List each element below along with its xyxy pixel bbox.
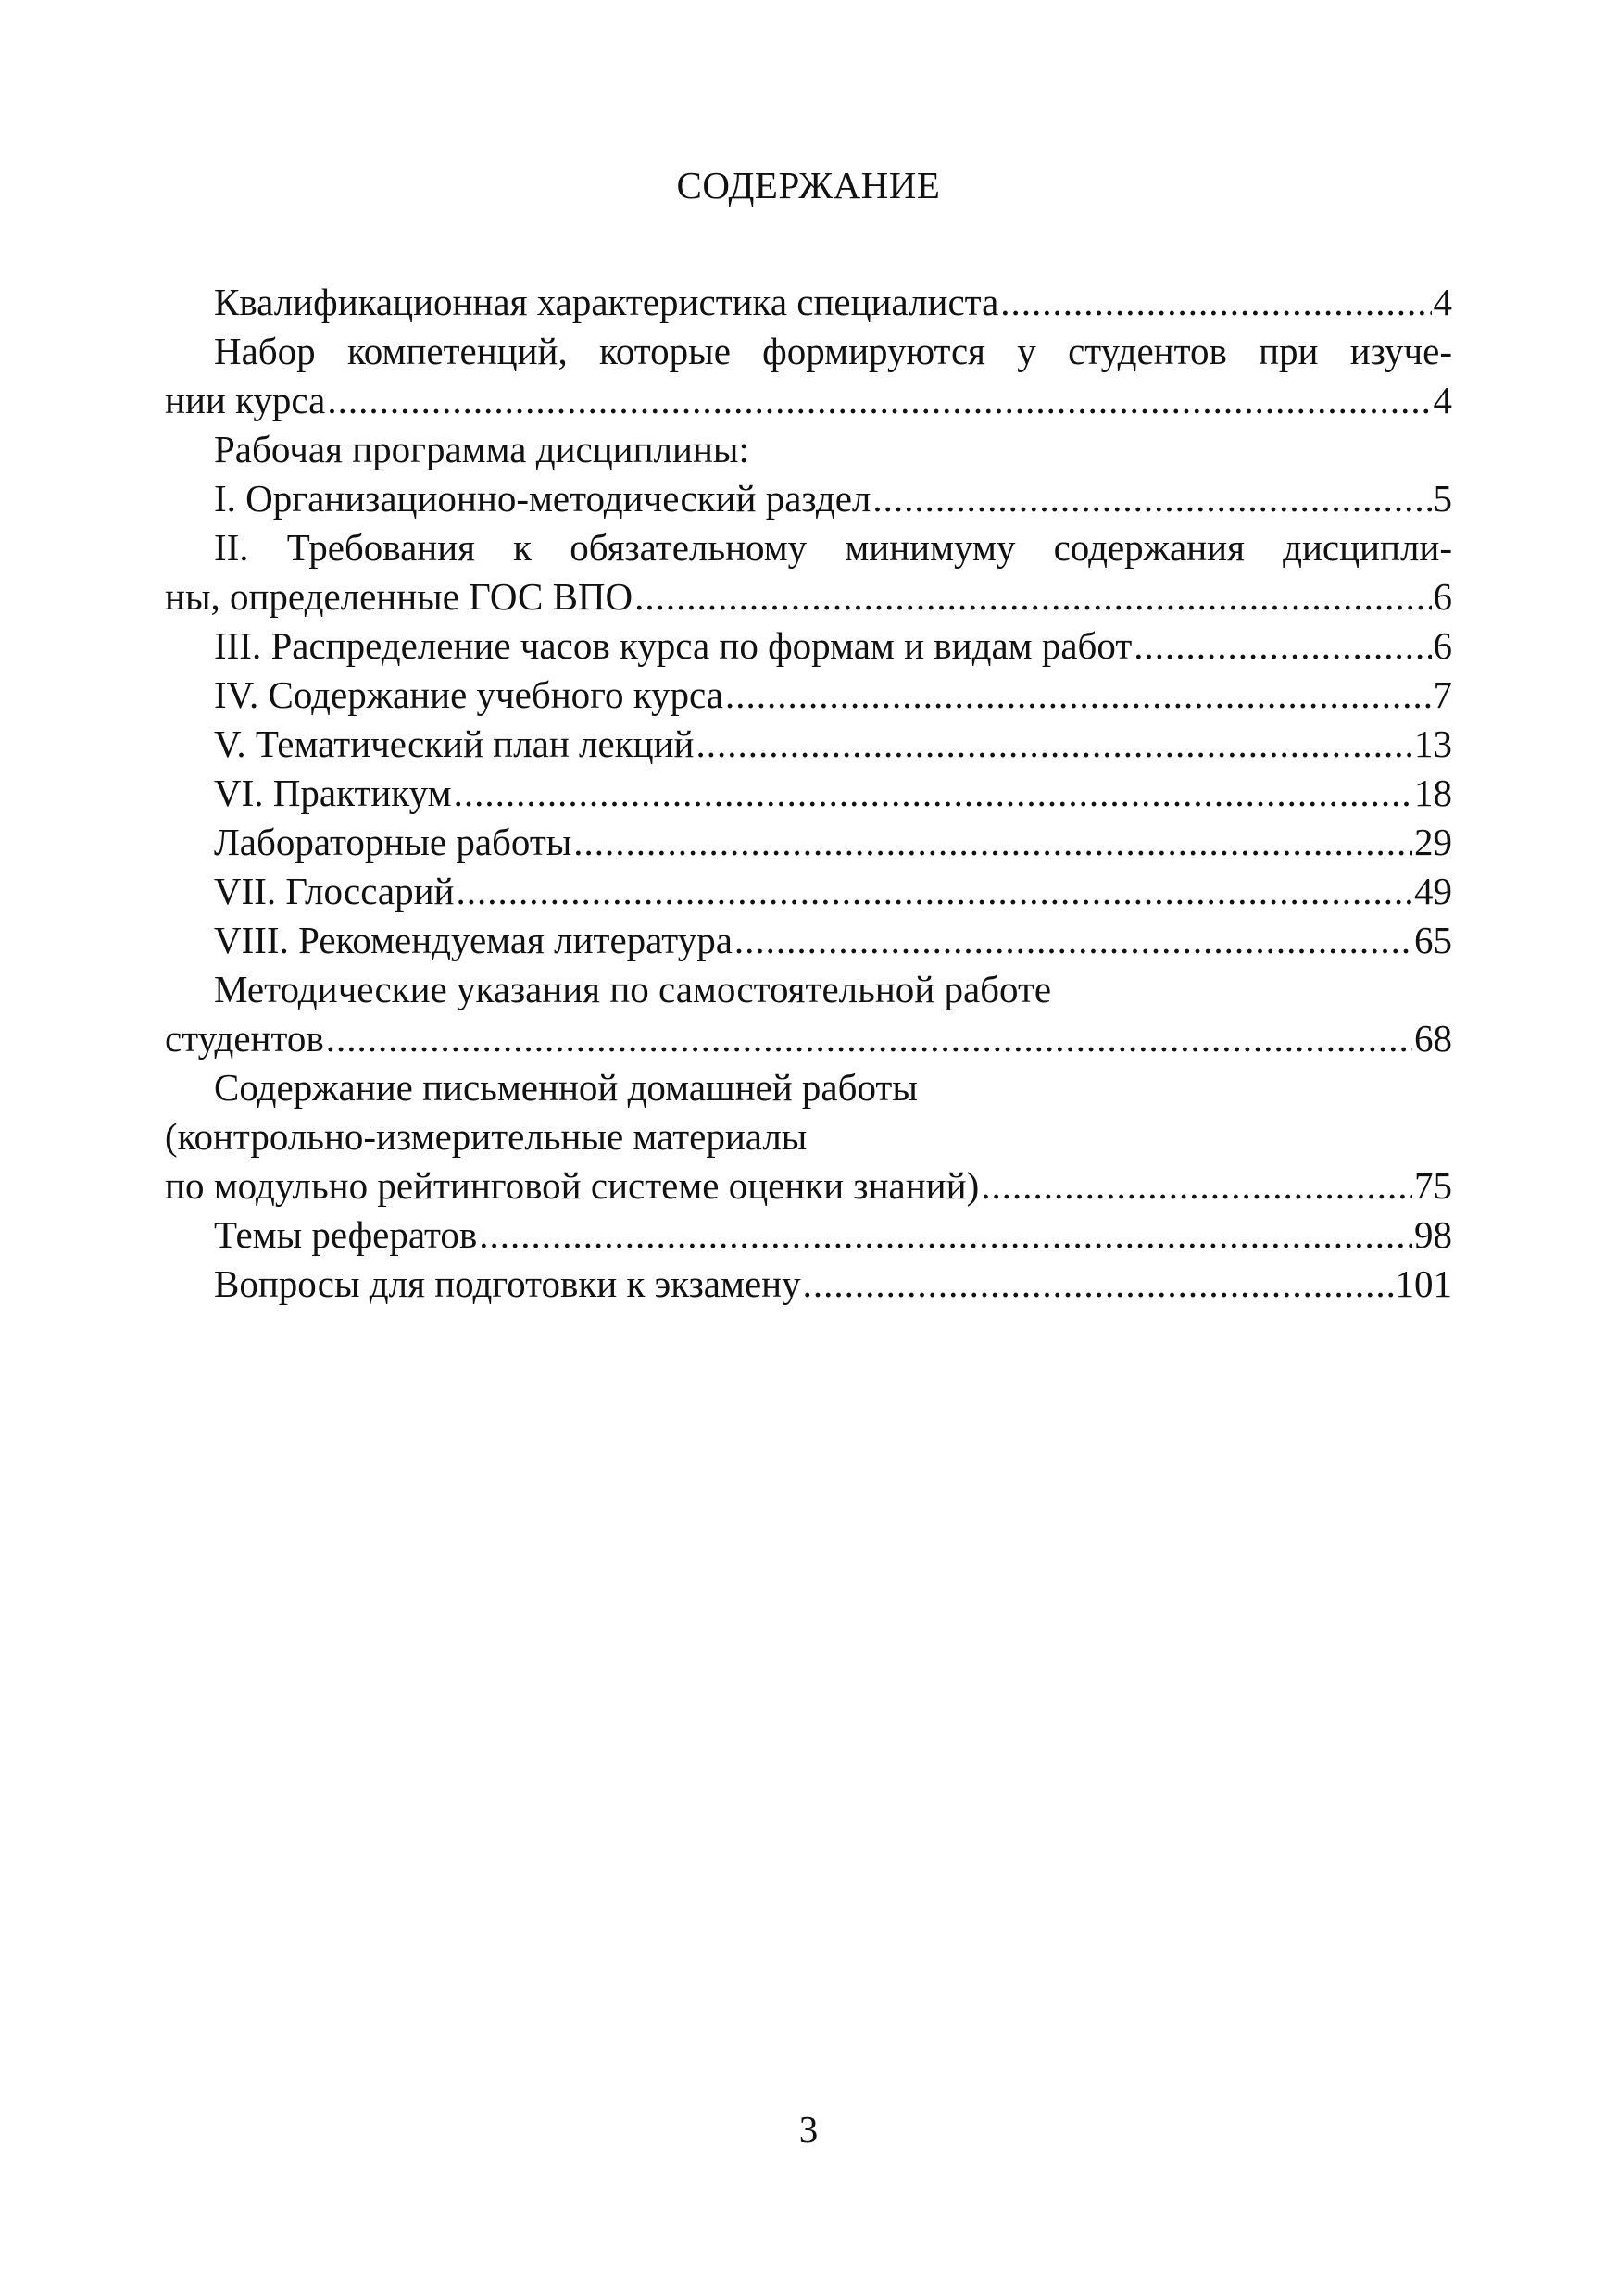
toc-entry-text: ны, определенные ГОС ВПО — [165, 575, 633, 618]
toc-entry — [165, 1260, 1452, 1309]
toc-leader-dots — [725, 671, 1432, 720]
toc-entry-page: 4 — [1433, 281, 1452, 323]
toc-entry — [165, 327, 1452, 376]
toc-entry-text: Вопросы для подготовки к экзамену — [214, 1262, 801, 1305]
toc-entry-text: VIII. Рекомендуемая литература — [214, 919, 733, 961]
toc-entry-text: V. Тематический план лекций — [214, 722, 695, 765]
toc-leader-dots — [573, 818, 1412, 867]
toc-leader-dots — [327, 376, 1431, 425]
toc-entry-text: Рабочая программа дисциплины: — [214, 428, 749, 470]
toc-entry-text: Лабораторные работы — [214, 821, 572, 863]
table-of-contents — [165, 278, 1452, 1309]
toc-entry — [165, 474, 1452, 523]
toc-entry-text: Темы рефератов — [214, 1213, 478, 1256]
toc-entry — [165, 1063, 1452, 1112]
toc-entry-page: 13 — [1414, 722, 1452, 765]
toc-leader-dots — [872, 474, 1431, 523]
toc-entry-text: I. Организационно-методический раздел — [214, 477, 871, 520]
toc-entry — [165, 965, 1452, 1014]
toc-entry-page: 4 — [1433, 379, 1452, 421]
toc-leader-dots — [734, 916, 1412, 965]
page-number: 3 — [798, 2108, 819, 2151]
toc-entry-page: 29 — [1414, 821, 1452, 863]
toc-entry-page: 101 — [1395, 1262, 1452, 1305]
toc-entry — [165, 376, 1452, 425]
toc-entry-page: 98 — [1414, 1213, 1452, 1256]
toc-entry — [165, 572, 1452, 621]
toc-entry-text: III. Распределение часов курса по формам и видам работ — [214, 624, 1133, 667]
toc-leader-dots — [457, 867, 1413, 916]
toc-entry — [165, 671, 1452, 720]
toc-entry-text: (контрольно-измерительные материалы — [165, 1115, 808, 1158]
toc-entry-page: 75 — [1414, 1164, 1452, 1207]
toc-entry-text: IV. Содержание учебного курса — [214, 673, 723, 716]
toc-entry — [165, 278, 1452, 327]
toc-entry-text: нии курса — [165, 379, 326, 421]
toc-entry-page: 7 — [1433, 673, 1452, 716]
toc-entry-text: Набор компетенций, которые формируются у студентов при изуче- — [214, 330, 1452, 372]
toc-entry-text: студентов — [165, 1017, 324, 1060]
toc-entry-text: по модульно рейтинговой системе оценки знаний) — [165, 1164, 980, 1207]
toc-entry — [165, 916, 1452, 965]
toc-entry-page: 65 — [1414, 919, 1452, 961]
toc-entry-page: 6 — [1433, 575, 1452, 618]
toc-leader-dots — [803, 1260, 1394, 1309]
toc-entry — [165, 523, 1452, 572]
toc-entry-text: VII. Глоссарий — [214, 870, 455, 912]
toc-entry — [165, 720, 1452, 769]
toc-entry-text: Квалификационная характеристика специалиста — [214, 281, 999, 323]
toc-entry — [165, 1112, 1452, 1161]
page-title: СОДЕРЖАНИЕ — [676, 164, 941, 207]
toc-entry-page: 68 — [1414, 1017, 1452, 1060]
toc-leader-dots — [454, 769, 1412, 818]
toc-entry-page: 49 — [1414, 870, 1452, 912]
toc-leader-dots — [1000, 278, 1431, 327]
toc-entry-text: VI. Практикум — [214, 772, 452, 814]
toc-entry — [165, 1014, 1452, 1063]
toc-leader-dots — [981, 1161, 1412, 1211]
toc-entry-text: II. Требования к обязательному минимуму содержания дисципли- — [214, 526, 1452, 569]
toc-entry — [165, 867, 1452, 916]
toc-entry — [165, 425, 1452, 474]
toc-entry-page: 6 — [1433, 624, 1452, 667]
toc-entry-text: Методические указания по самостоятельной работе — [214, 968, 1052, 1010]
toc-entry — [165, 621, 1452, 671]
toc-entry — [165, 1211, 1452, 1260]
toc-leader-dots — [1134, 621, 1431, 671]
toc-leader-dots — [326, 1014, 1412, 1063]
toc-leader-dots — [696, 720, 1412, 769]
toc-entry — [165, 769, 1452, 818]
toc-entry — [165, 818, 1452, 867]
toc-entry-page: 5 — [1433, 477, 1452, 520]
toc-leader-dots — [634, 572, 1431, 621]
toc-entry-page: 18 — [1414, 772, 1452, 814]
toc-leader-dots — [479, 1211, 1412, 1260]
toc-entry-text: Содержание письменной домашней работы — [214, 1066, 918, 1109]
toc-entry — [165, 1161, 1452, 1211]
